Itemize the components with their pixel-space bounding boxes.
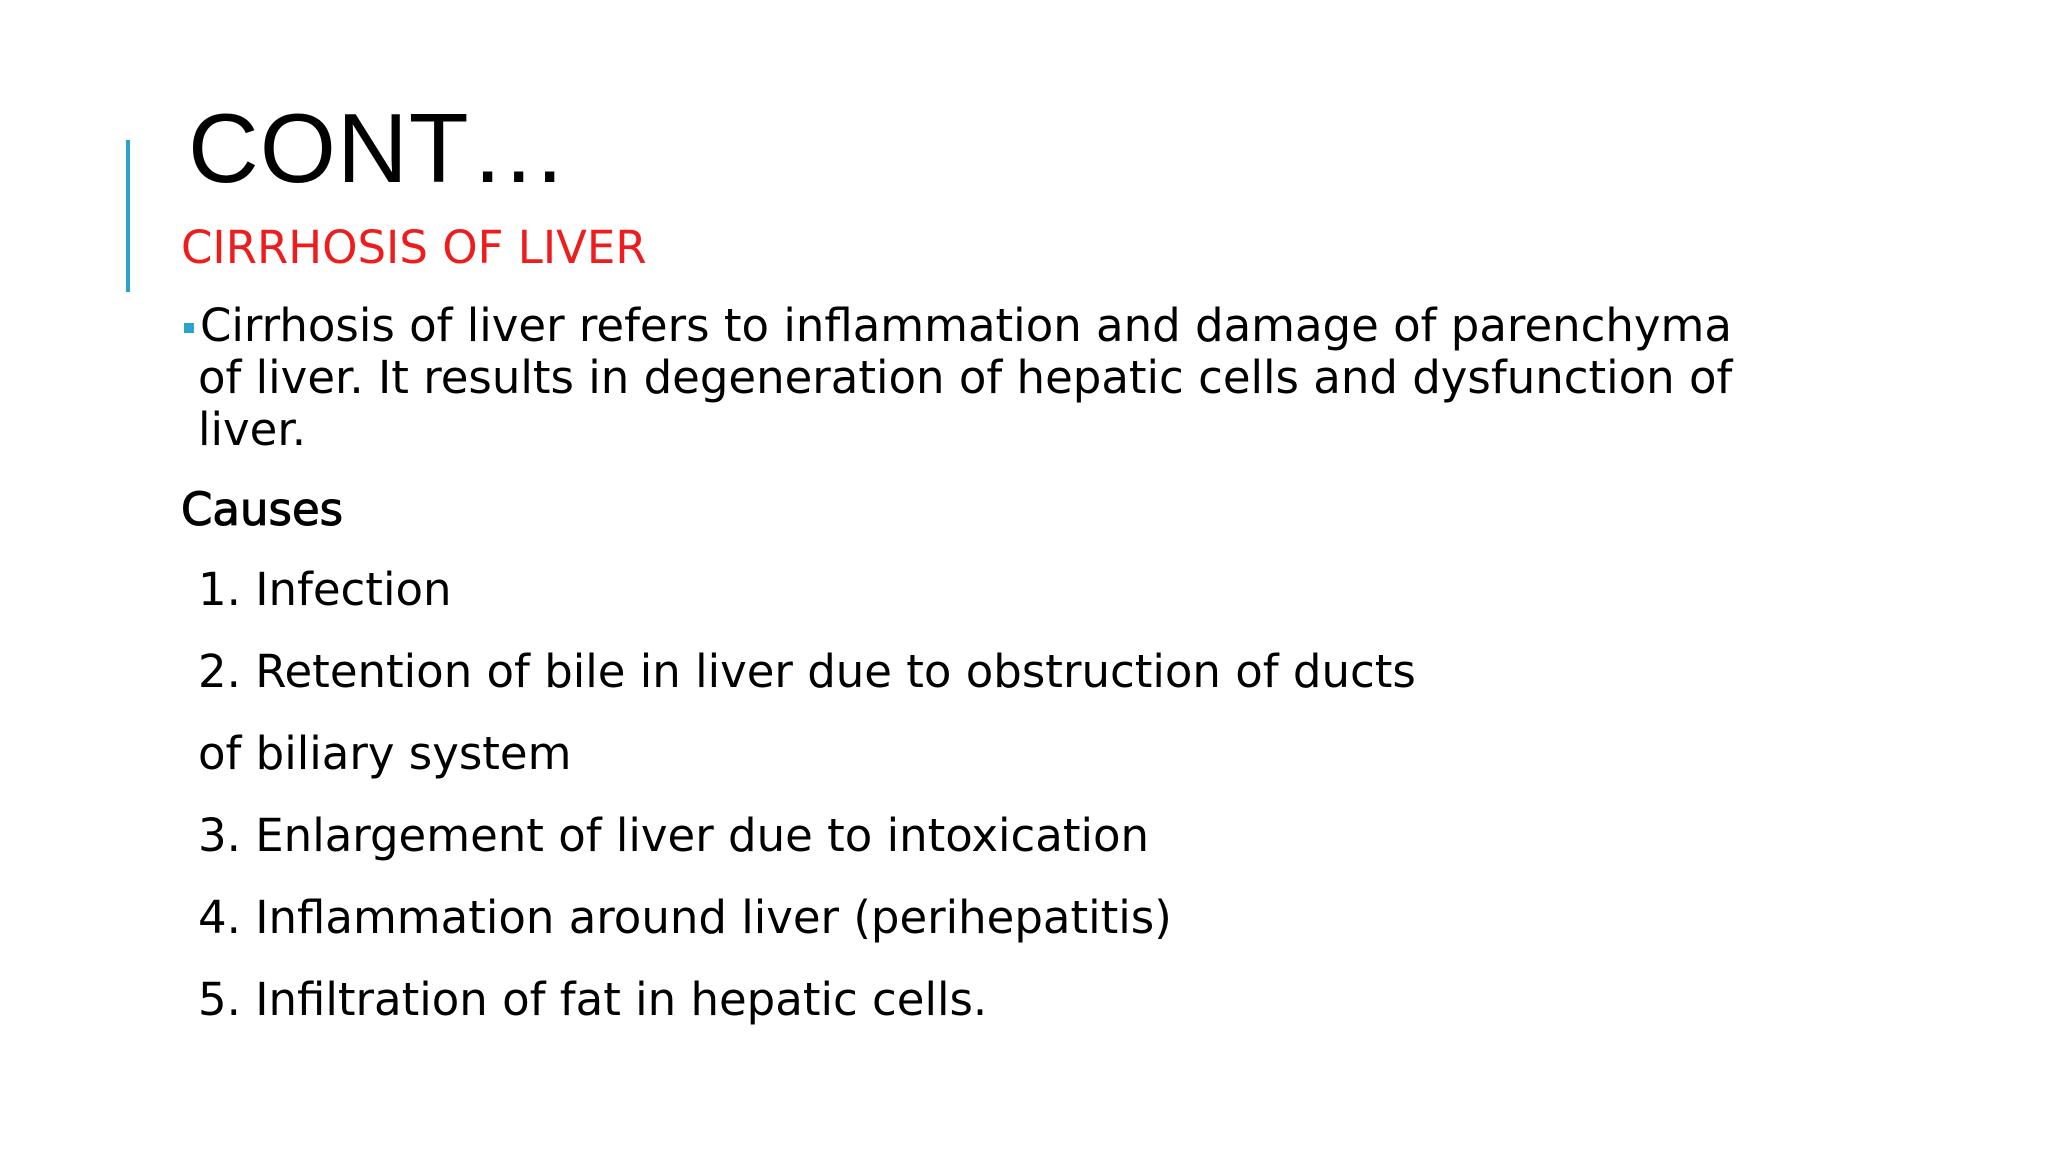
list-item: 4. Inflammation around liver (perihepatitis) [198,891,1172,944]
bullet-line-3: liver. [198,403,306,456]
slide-subtitle: CIRRHOSIS OF LIVER [181,221,647,274]
slide-title: CONT… [188,93,569,203]
bullet-line-1 [184,300,1784,352]
list-item: 2. Retention of bile in liver due to obstruction of ducts [198,645,1416,698]
list-item: 5. Infiltration of fat in hepatic cells. [198,973,988,1026]
bullet-line-text: Cirrhosis of liver refers to inflammation and damage of parenchyma [200,299,1732,352]
causes-list [198,562,1416,1054]
square-bullet-icon [184,323,194,333]
list-item: 1. Infection [198,563,452,616]
definition-bullet [184,300,1784,456]
bullet-line-2: of liver. It results in degeneration of hepatic cells and dysfunction of [198,351,1733,404]
title-accent-bar [126,140,130,292]
list-item: of biliary system [198,727,572,780]
list-item: 3. Enlargement of liver due to intoxication [198,809,1150,862]
causes-heading: Causes [181,483,344,536]
